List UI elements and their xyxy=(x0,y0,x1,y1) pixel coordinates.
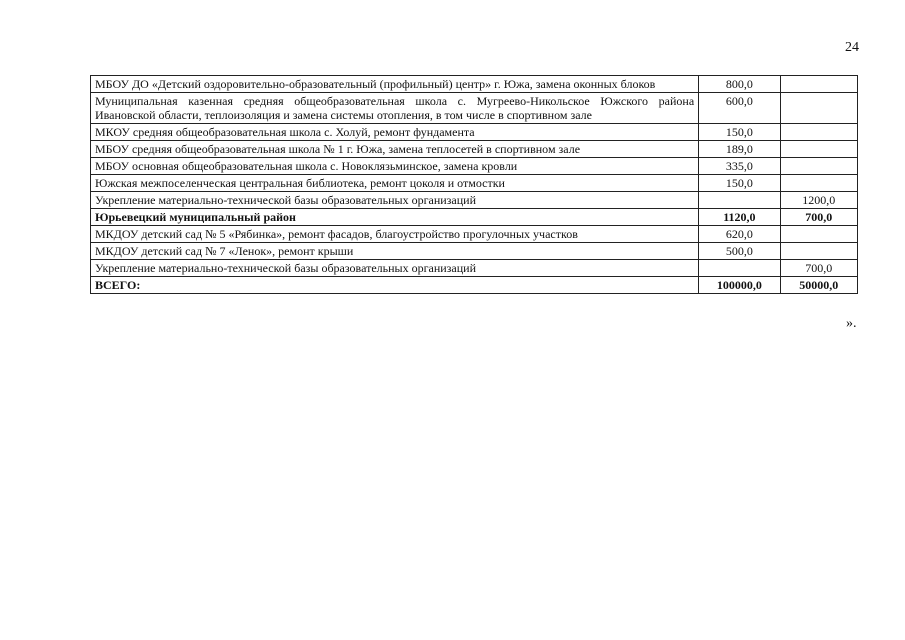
page-number: 24 xyxy=(845,40,859,55)
row-value-1: 189,0 xyxy=(699,141,780,158)
row-name: МБОУ основная общеобразовательная школа с. Новоклязьминское, замена кровли xyxy=(91,158,699,175)
row-name: Укрепление материально-технической базы образовательных организаций xyxy=(91,260,699,277)
row-value-1 xyxy=(699,260,780,277)
row-name: Укрепление материально-технической базы образовательных организаций xyxy=(91,192,699,209)
row-value-1: 620,0 xyxy=(699,226,780,243)
row-name: МКДОУ детский сад № 7 «Ленок», ремонт крыши xyxy=(91,243,699,260)
row-value-2 xyxy=(780,76,857,93)
row-name: Юрьевецкий муниципальный район xyxy=(91,209,699,226)
row-value-1: 1120,0 xyxy=(699,209,780,226)
table-row-district-header xyxy=(91,209,858,226)
row-value-2 xyxy=(780,175,857,192)
row-value-1 xyxy=(699,192,780,209)
row-name: МКОУ средняя общеобразовательная школа с. Холуй, ремонт фундамента xyxy=(91,124,699,141)
table-row xyxy=(91,226,858,243)
table-row-total xyxy=(91,277,858,294)
row-value-2 xyxy=(780,124,857,141)
budget-table xyxy=(90,75,858,294)
row-value-2 xyxy=(780,158,857,175)
row-value-1: 150,0 xyxy=(699,175,780,192)
row-value-2 xyxy=(780,141,857,158)
row-name: Муниципальная казенная средняя общеобразовательная школа с. Мугреево-Никольское Южского района Ивановской области, теплоизоляция и замена системы отопления, в том числе в спортивном зале xyxy=(91,93,699,124)
row-value-2 xyxy=(780,243,857,260)
row-value-1: 800,0 xyxy=(699,76,780,93)
row-name: МБОУ ДО «Детский оздоровительно-образовательный (профильный) центр» г. Южа, замена оконных блоков xyxy=(91,76,699,93)
row-name: МКДОУ детский сад № 5 «Рябинка», ремонт фасадов, благоустройство прогулочных участков xyxy=(91,226,699,243)
table-row xyxy=(91,192,858,209)
table-row xyxy=(91,175,858,192)
row-name: МБОУ средняя общеобразовательная школа № 1 г. Южа, замена теплосетей в спортивном зале xyxy=(91,141,699,158)
row-value-2: 700,0 xyxy=(780,260,857,277)
table-row xyxy=(91,243,858,260)
row-value-2 xyxy=(780,226,857,243)
table-row xyxy=(91,124,858,141)
row-value-2: 700,0 xyxy=(780,209,857,226)
row-value-1: 500,0 xyxy=(699,243,780,260)
row-value-2 xyxy=(780,93,857,124)
row-value-2: 1200,0 xyxy=(780,192,857,209)
table-row xyxy=(91,93,858,124)
row-value-1: 335,0 xyxy=(699,158,780,175)
row-name: Южская межпоселенческая центральная библиотека, ремонт цоколя и отмостки xyxy=(91,175,699,192)
closing-quote-mark: ». xyxy=(846,316,857,331)
table-row xyxy=(91,260,858,277)
total-label: ВСЕГО: xyxy=(91,277,699,294)
total-value-2: 50000,0 xyxy=(780,277,857,294)
table-row xyxy=(91,158,858,175)
total-value-1: 100000,0 xyxy=(699,277,780,294)
table-row xyxy=(91,141,858,158)
table-row xyxy=(91,76,858,93)
row-value-1: 150,0 xyxy=(699,124,780,141)
row-value-1: 600,0 xyxy=(699,93,780,124)
